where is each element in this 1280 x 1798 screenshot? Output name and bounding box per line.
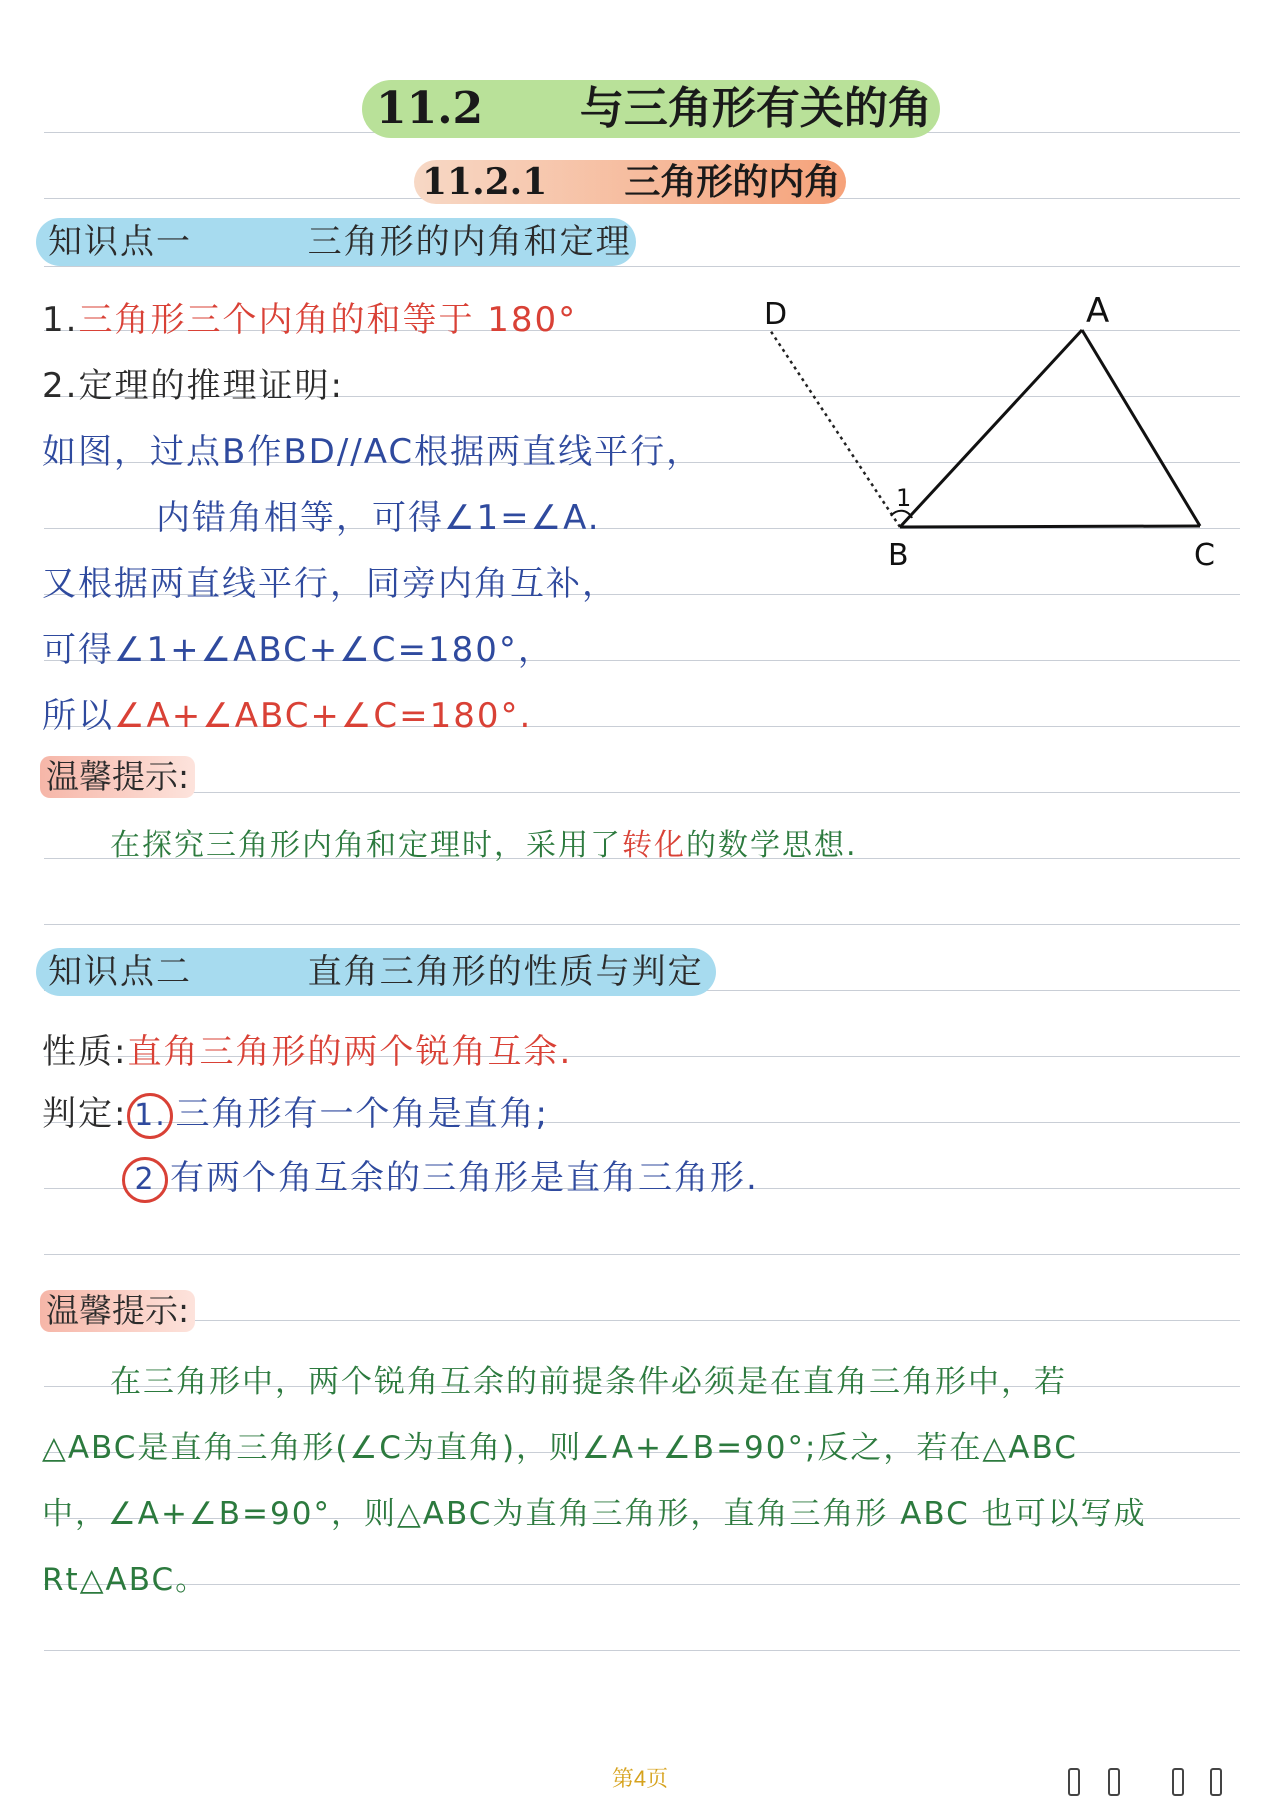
tip-1-text-a: 在探究三角形内角和定理时，采用了: [110, 828, 622, 863]
kp2-topic: 直角三角形的性质与判定: [307, 952, 704, 992]
kp1-label: 知识点一: [48, 222, 192, 262]
proof-conclusion: [42, 688, 532, 737]
binder-mark: [1210, 1768, 1222, 1796]
tip-1-highlight: 转化: [622, 828, 686, 863]
knowledge-point-2-header: [36, 948, 716, 996]
theorem-text: 三角形三个内角的和等于 180°: [78, 300, 578, 340]
proof-line-3: 又根据两直线平行，同旁内角互补，: [42, 564, 618, 604]
judgement-label: 判定:: [42, 1094, 128, 1134]
sub-title: [414, 160, 846, 204]
label-A: A: [1086, 291, 1110, 331]
main-title-text: 与三角形有关的角: [579, 83, 932, 134]
tip-2-line-2: △ABC是直角三角形(∠C为直角)，则∠A+∠B=90°;反之，若在△ABC: [42, 1430, 1078, 1466]
segment-BC: [900, 526, 1200, 527]
proof-line-1: 如图，过点B作BD//AC根据两直线平行，: [42, 432, 703, 472]
binder-mark: [1068, 1768, 1080, 1796]
knowledge-point-1-header: [36, 218, 636, 266]
label-C: C: [1194, 538, 1215, 573]
segment-AC: [1082, 330, 1200, 526]
judgement-1-circle: 1.: [127, 1093, 173, 1139]
triangle-diagram: [750, 290, 1240, 580]
sub-title-text: 三角形的内角: [624, 161, 841, 203]
property-text: 直角三角形的两个锐角互余.: [127, 1032, 573, 1072]
property-label: 性质:: [42, 1032, 128, 1072]
kp1-topic: 三角形的内角和定理: [307, 222, 632, 262]
proof-line-2: 内错角相等，可得∠1=∠A.: [156, 498, 601, 538]
binder-mark: [1172, 1768, 1184, 1796]
segment-BA: [900, 330, 1082, 527]
main-title: [362, 80, 940, 138]
tip-1-text: [110, 820, 858, 864]
theorem-line: [42, 292, 577, 341]
theorem-number: 1.: [42, 300, 79, 340]
judgement-2-circle: 2: [122, 1157, 168, 1203]
label-D: D: [764, 297, 788, 332]
conclusion-prefix: 所以: [42, 696, 114, 736]
property-line: [42, 1024, 572, 1073]
page-number: 第4页: [611, 1766, 669, 1791]
label-B: B: [888, 538, 909, 573]
label-1: 1: [896, 484, 912, 512]
tip-1-text-b: 的数学思想.: [686, 828, 858, 863]
judgement-1-text: 三角形有一个角是直角;: [175, 1094, 549, 1134]
sub-title-number: 11.2.1: [422, 161, 548, 203]
tip-2-line-1: 在三角形中，两个锐角互余的前提条件必须是在直角三角形中，若: [110, 1364, 1067, 1400]
proof-line-4: 可得∠1+∠ABC+∠C=180°，: [42, 630, 554, 670]
main-title-number: 11.2: [376, 83, 484, 134]
tip-2-line-3: 中，∠A+∠B=90°，则△ABC为直角三角形，直角三角形 ABC 也可以写成: [42, 1496, 1147, 1532]
tip-2-line-4: Rt△ABC。: [42, 1562, 209, 1598]
binder-mark: [1108, 1768, 1120, 1796]
segment-BD: [770, 330, 900, 527]
tip-1-label: 温馨提示:: [40, 756, 195, 798]
kp2-label: 知识点二: [48, 952, 192, 992]
proof-heading: 2.定理的推理证明:: [42, 366, 344, 406]
judgement-2-text: 有两个角互余的三角形是直角三角形.: [170, 1158, 759, 1198]
judgement-line-1: [42, 1086, 549, 1139]
judgement-line-2: [122, 1150, 759, 1203]
conclusion-formula: ∠A+∠ABC+∠C=180°.: [114, 696, 533, 736]
tip-2-label: 温馨提示:: [40, 1290, 195, 1332]
